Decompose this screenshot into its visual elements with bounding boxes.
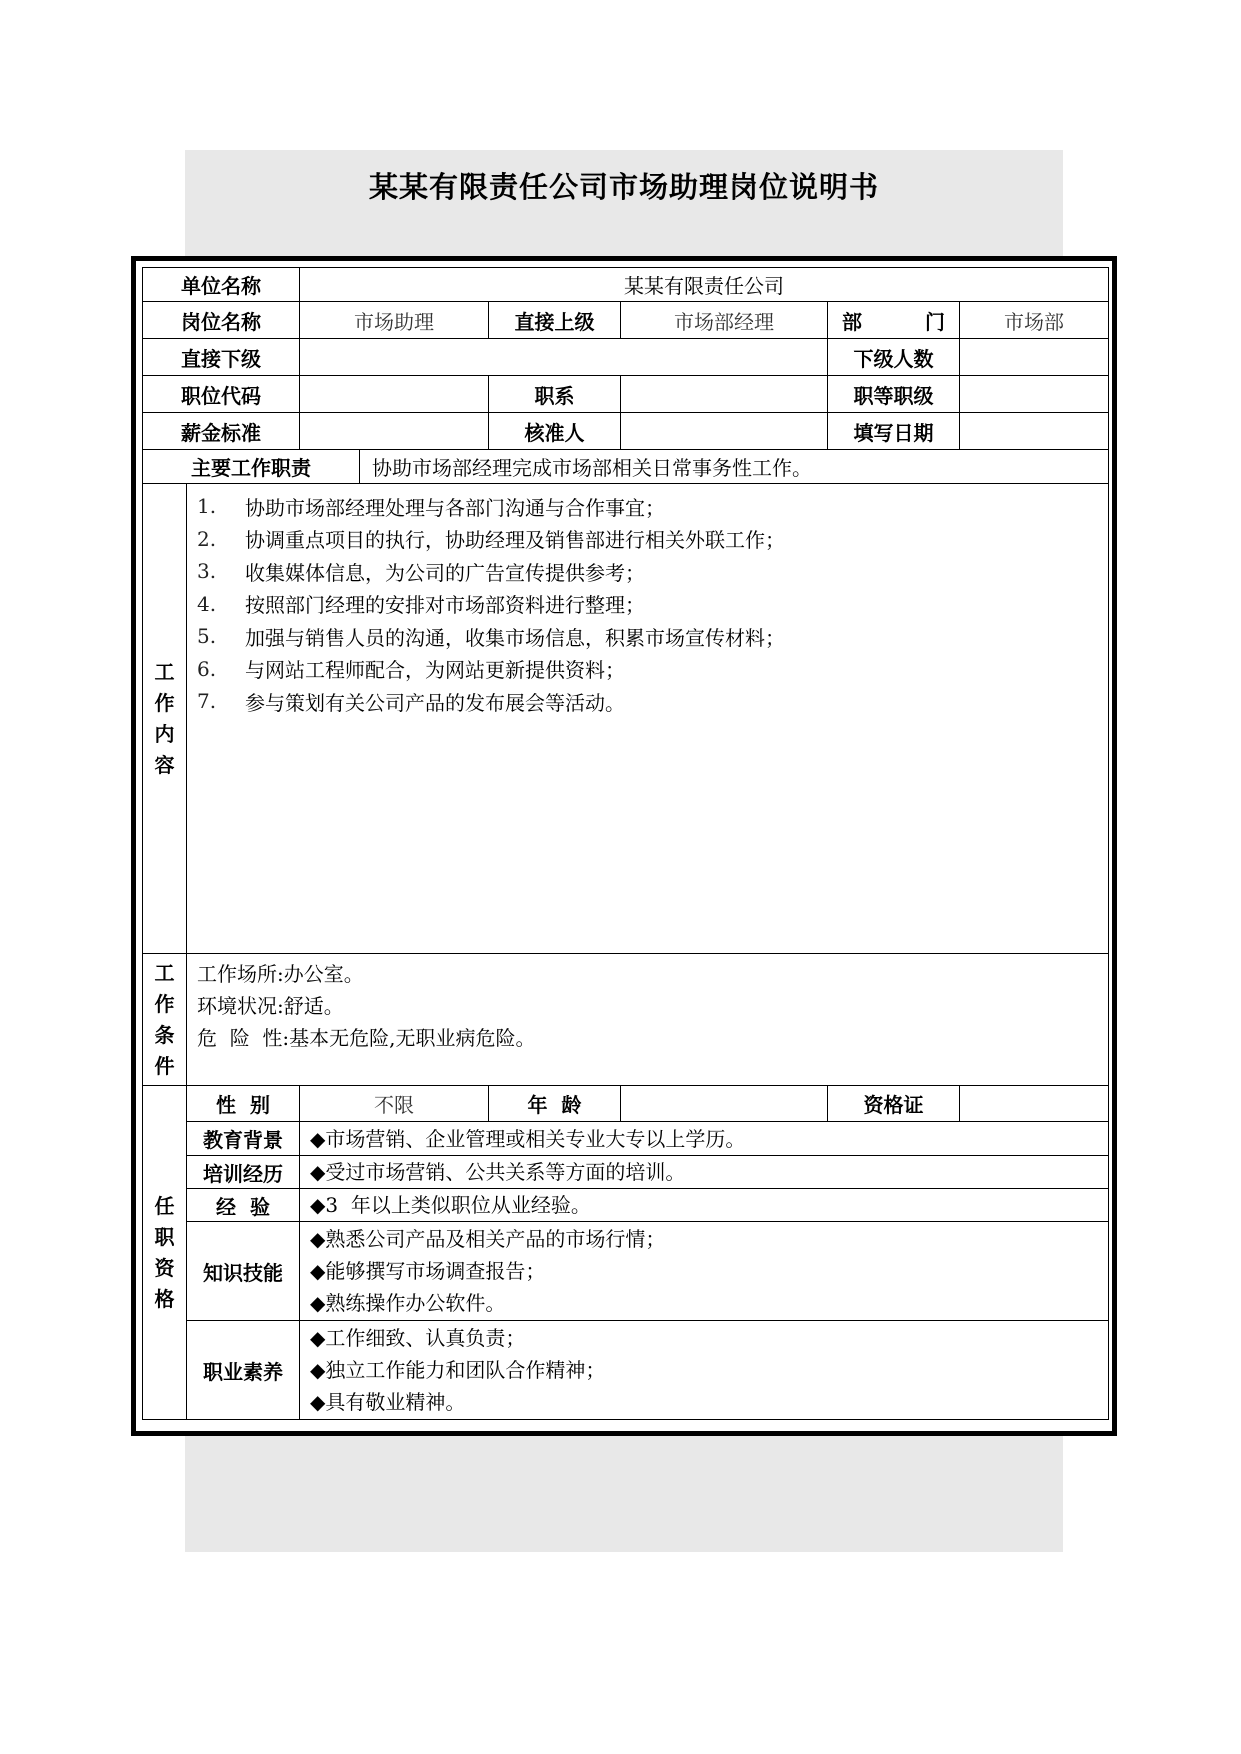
work-conditions-label-char: 件 [154, 1053, 175, 1078]
job-grade-label: 职等职级 [828, 376, 960, 413]
list-item: 1. 协助市场部经理处理与各部门沟通与合作事宜； [197, 494, 665, 520]
page-title: 某某有限责任公司市场助理岗位说明书 [368, 170, 879, 204]
salary-standard-value [300, 413, 489, 450]
education-label: 教育背景 [187, 1122, 300, 1156]
unit-name-label: 单位名称 [143, 268, 300, 302]
quality-line: ◆具有敬业精神。 [310, 1390, 466, 1414]
certificate-value [960, 1086, 1109, 1122]
qualifications-label-char: 格 [154, 1286, 175, 1311]
department-label [828, 302, 960, 339]
certificate-label: 资格证 [828, 1086, 960, 1122]
subordinate-count-value [960, 339, 1109, 376]
list-item: 2. 协调重点项目的执行，协助经理及销售部进行相关外联工作； [197, 526, 785, 553]
unit-name-value: 某某有限责任公司 [300, 268, 1109, 302]
training-text [300, 1156, 1109, 1189]
position-name-value: 市场助理 [300, 302, 489, 339]
work-conditions-label [143, 954, 187, 1086]
list-item: 5. 加强与销售人员的沟通，收集市场信息，积累市场宣传材料； [197, 624, 785, 650]
experience-label: 经 验 [187, 1189, 300, 1222]
job-grade-value [960, 376, 1109, 413]
salary-standard-label: 薪金标准 [143, 413, 300, 450]
list-item: 7. 参与策划有关公司产品的发布展会等活动。 [197, 689, 625, 715]
age-value [621, 1086, 828, 1122]
age-label: 年 龄 [489, 1086, 621, 1122]
department-value: 市场部 [960, 302, 1109, 339]
job-description-form [131, 256, 1117, 1436]
position-code-value [300, 376, 489, 413]
gender-value: 不限 [300, 1086, 489, 1122]
qualifications-label [143, 1086, 187, 1420]
workplace-line: 工作场所:办公室。 [197, 962, 364, 986]
work-content-label-char: 容 [154, 752, 175, 777]
skills-label: 知识技能 [187, 1222, 300, 1321]
list-item: 3. 收集媒体信息，为公司的广告宣传提供参考； [197, 559, 645, 585]
work-content-label-char: 工 [154, 659, 175, 684]
work-conditions-label-char: 条 [154, 1022, 175, 1047]
position-name-label: 岗位名称 [143, 302, 300, 339]
work-content-label [143, 484, 187, 954]
experience-line: ◆3 年以上类似职位从业经验。 [310, 1193, 591, 1217]
skills-line: ◆熟练操作办公软件。 [310, 1291, 506, 1315]
quality-line: ◆工作细致、认真负责； [310, 1326, 526, 1350]
job-series-label: 职系 [489, 376, 621, 413]
work-content-list [187, 484, 1109, 954]
qualifications-label-char: 职 [154, 1224, 175, 1249]
skills-line: ◆熟悉公司产品及相关产品的市场行情； [310, 1227, 666, 1251]
subordinate-label: 直接下级 [143, 339, 300, 376]
education-line: ◆市场营销、企业管理或相关专业大专以上学历。 [310, 1126, 746, 1151]
subordinate-count-label: 下级人数 [828, 339, 960, 376]
work-conditions-text [187, 954, 1109, 1086]
position-code-label: 职位代码 [143, 376, 300, 413]
fill-date-value [960, 413, 1109, 450]
approver-value [621, 413, 828, 450]
professional-quality-label: 职业素养 [187, 1321, 300, 1420]
skills-line: ◆能够撰写市场调查报告； [310, 1259, 546, 1283]
experience-text [300, 1189, 1109, 1222]
gender-label: 性 别 [187, 1086, 300, 1122]
skills-text [300, 1222, 1109, 1321]
qualifications-label-char: 任 [154, 1193, 175, 1218]
hazard-line: 危 险 性:基本无危险,无职业病危险。 [197, 1026, 536, 1050]
superior-value: 市场部经理 [621, 302, 828, 339]
training-line: ◆受过市场营销、公共关系等方面的培训。 [310, 1160, 686, 1184]
department-label-char-2: 门 [925, 309, 945, 334]
education-text [300, 1122, 1109, 1156]
main-duty-label: 主要工作职责 [143, 450, 360, 484]
form-table [142, 267, 1109, 1420]
quality-line: ◆独立工作能力和团队合作精神； [310, 1358, 606, 1382]
environment-line: 环境状况:舒适。 [197, 994, 344, 1018]
list-item: 6. 与网站工程师配合，为网站更新提供资料； [197, 656, 625, 683]
list-item: 4. 按照部门经理的安排对市场部资料进行整理； [197, 591, 645, 618]
work-conditions-label-char: 作 [154, 991, 175, 1016]
subordinate-value [300, 339, 828, 376]
professional-quality-text [300, 1321, 1109, 1420]
superior-label: 直接上级 [489, 302, 621, 339]
approver-label: 核准人 [489, 413, 621, 450]
qualifications-label-char: 资 [154, 1255, 175, 1280]
fill-date-label: 填写日期 [828, 413, 960, 450]
department-label-char-1: 部 [842, 309, 862, 334]
work-content-label-char: 作 [154, 690, 175, 715]
job-series-value [621, 376, 828, 413]
work-conditions-label-char: 工 [154, 960, 175, 985]
work-content-label-char: 内 [154, 721, 175, 746]
main-duty-text: 协助市场部经理完成市场部相关日常事务性工作。 [360, 450, 1109, 484]
training-label: 培训经历 [187, 1156, 300, 1189]
